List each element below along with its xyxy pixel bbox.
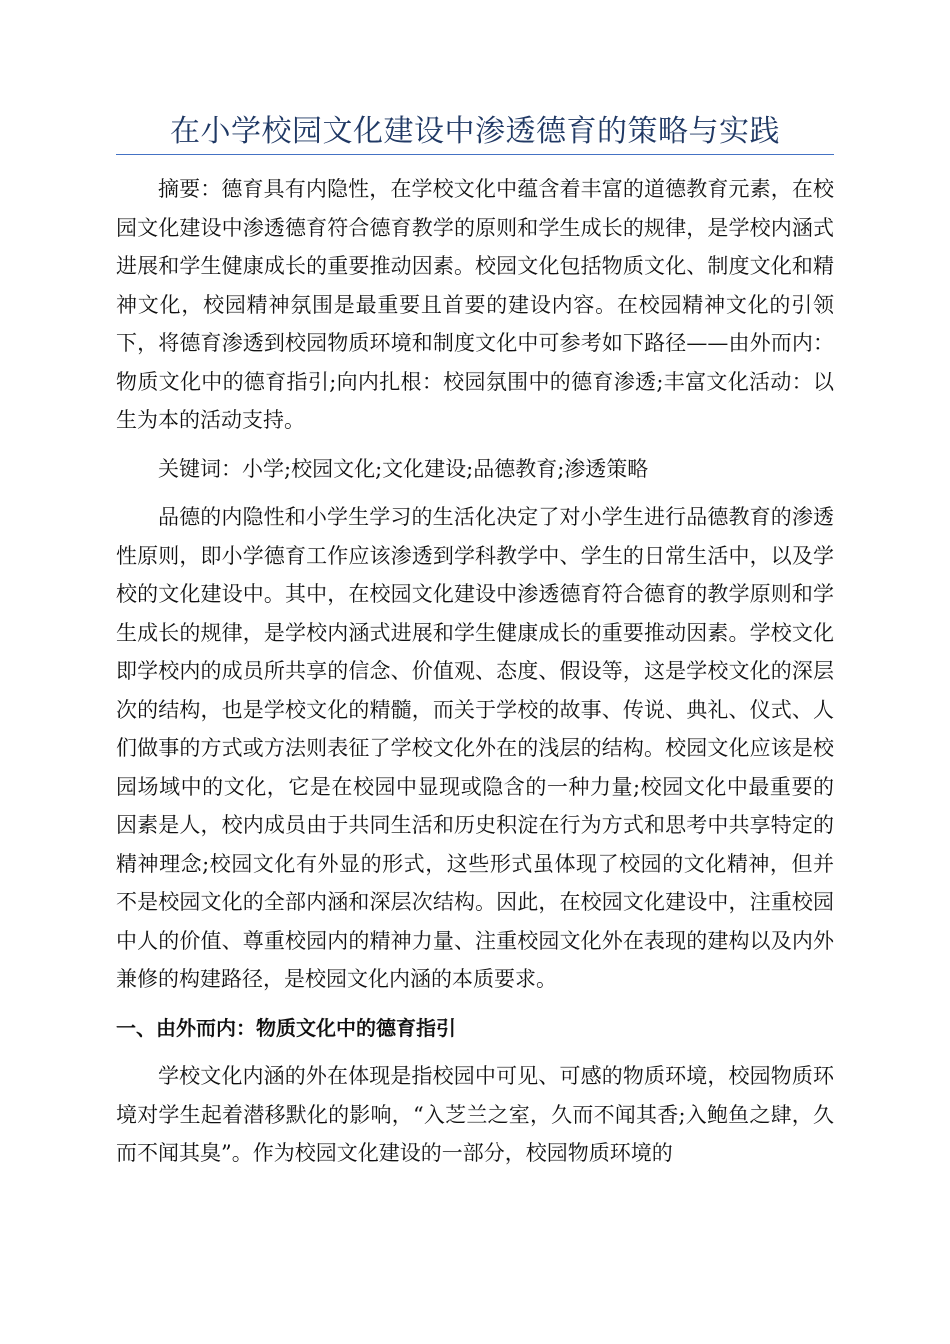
keywords-line: 关键词：小学;校园文化;文化建设;品德教育;渗透策略 bbox=[158, 456, 649, 481]
intro-paragraph: 品德的内隐性和小学生学习的生活化决定了对小学生进行品德教育的渗透性原则，即小学德育工作应该渗透到学科教学中、学生的日常生活中，以及学校的文化建设中。其中，在校园文化建设中渗透德育符合德育的教学原则和学生成长的规律，是学校内涵式进展和学生健康成长的重要推动因素。学校文化即学校内的成员所共享的信念、价值观、态度、假设等，这是学校文化的深层次的结构，也是学校文化的精髓，而关于学校的故事、传说、典礼、仪式、人们做事的方式或方法则表征了学校文化外在的浅层的结构。校园文化应该是校园场域中的文化，它是在校园中显现或隐含的一种力量;校园文化中最重要的因素是人，校内成员由于共同生活和历史积淀在行为方式和思考中共享特定的精神理念;校园文化有外显的形式，这些形式虽体现了校园的文化精神，但并不是校园文化的全部内涵和深层次结构。因此，在校园文化建设中，注重校园中人的价值、尊重校园内的精神力量、注重校园文化外在表现的建构以及内外兼修的构建路径，是校园文化内涵的本质要求。 bbox=[116, 505, 834, 991]
document-body bbox=[116, 170, 834, 1173]
section-paragraph: 学校文化内涵的外在体现是指校园中可见、可感的物质环境，校园物质环境对学生起着潜移默化的影响，“入芝兰之室，久而不闻其香;入鲍鱼之肆，久而不闻其臭”。作为校园文化建设的一部分，校园物质环境的 bbox=[116, 1064, 834, 1165]
title-underline bbox=[116, 154, 834, 155]
section-heading: 一、由外而内：物质文化中的德育指引 bbox=[116, 1015, 456, 1040]
document-title: 在小学校园文化建设中渗透德育的策略与实践 bbox=[170, 114, 780, 149]
abstract-paragraph: 摘要：德育具有内隐性，在学校文化中蕴含着丰富的道德教育元素，在校园文化建设中渗透德育符合德育教学的原则和学生成长的规律，是学校内涵式进展和学生健康成长的重要推动因素。校园文化包括物质文化、制度文化和精神文化，校园精神氛围是最重要且首要的建设内容。在校园精神文化的引领下，将德育渗透到校园物质环境和制度文化中可参考如下路径——由外而内：物质文化中的德育指引;向内扎根：校园氛围中的德育渗透;丰富文化活动：以生为本的活动支持。 bbox=[116, 177, 834, 432]
